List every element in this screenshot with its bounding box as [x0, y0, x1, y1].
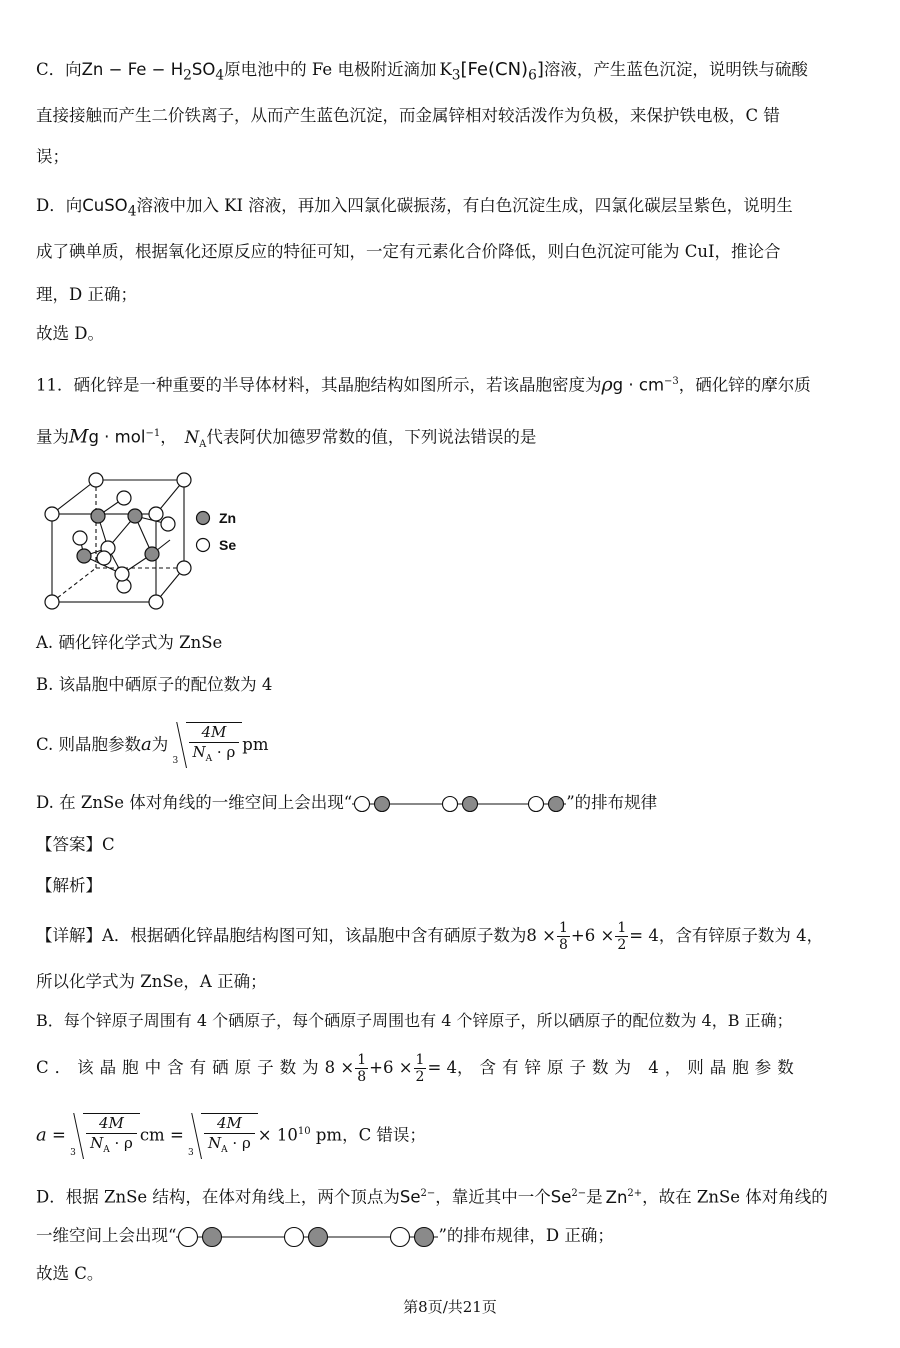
- q11-option-b: B. 该晶胞中硒原子的配位数为 4: [36, 675, 273, 694]
- optC-prev-line3: 误；: [36, 147, 69, 166]
- zn-atom: [145, 547, 159, 561]
- se-atom: [45, 595, 59, 609]
- optD-prev-line3: 理，D 正确；: [36, 285, 137, 304]
- legend-zn-label: Zn: [219, 510, 237, 526]
- se-atom: [97, 551, 111, 565]
- optC-prev-line1: C．向$Zn - Fe - H_2SO_4$原电池中的 Fe 电极附近滴加 $K_3[Fe(CN)_6]$溶液，产生蓝色沉淀，说明铁与硫酸: [36, 59, 808, 84]
- detail-line5: a = 3 $\frac{4M}{N_A \cdot \rho}$ cm = 3 $\frac{4M}{N_A \cdot \rho}$ × $10^{10}$ pm，C 错误；: [36, 1113, 426, 1158]
- q11-option-c: C. 则晶胞参数a为 3 $\frac{4M}{N_A \cdot \rho}$ pm: [36, 722, 268, 769]
- legend-se-label: Se: [219, 537, 237, 553]
- detail-line2: 所以化学式为 ZnSe，A 正确；: [36, 972, 267, 991]
- se-atom: [177, 561, 191, 575]
- detail-line4: C．该晶胞中含有硒原子数为8 × $\frac{1}{8}$ +6 × $\frac{1}{2}$ = 4，含有锌原子数为 4，则晶胞参数: [36, 1052, 800, 1085]
- se-atom: [177, 473, 191, 487]
- answer-label: 【答案】C: [36, 835, 115, 854]
- legend-zn-marker: [197, 512, 210, 525]
- detail-line6: D．根据 ZnSe 结构，在体对角线上，两个顶点为$Se^{2-}$，靠近其中一个$Se^{2-}$是 $Zn^{2+}$，故在 ZnSe 体对角线的: [36, 1187, 828, 1207]
- optC-prev-line2: 直接接触而产生二价铁离子，从而产生蓝色沉淀，而金属锌相对较活泼作为负极，来保护铁电极，C 错: [36, 106, 780, 125]
- zn-atom: [91, 509, 105, 523]
- zn-atom: [77, 549, 91, 563]
- q11-stem-line2: 量为Mg · mol$^{-1}$， $N_A$代表阿伏加德罗常数的值，下列说法错误的是: [36, 425, 537, 450]
- optD-prev-line1: D．向CuSO$_4$溶液中加入 KI 溶液，再加入四氯化碳振荡，有白色沉淀生成，四氯化碳层呈紫色，说明生: [36, 196, 793, 220]
- se-atom: [161, 517, 175, 531]
- page-footer: 第8页/共21页: [403, 1298, 497, 1316]
- optD-prev-line4: 故选 D。: [36, 324, 104, 343]
- se-atom: [149, 595, 163, 609]
- q11-option-d: D. 在 ZnSe 体对角线的一维空间上会出现“ ”的排布规律: [36, 791, 657, 815]
- crystal-cell-figure: [36, 468, 266, 616]
- se-atom: [45, 507, 59, 521]
- se-atom: [73, 531, 87, 545]
- detail-line1: 【详解】A．根据硒化锌晶胞结构图可知，该晶胞中含有硒原子数为8 × $\frac{1}{8}$ +6 × $\frac{1}{2}$ = 4，含有锌原子数为 4，: [36, 920, 824, 953]
- optD-prev-line2: 成了碘单质，根据氧化还原反应的特征可知，一定有元素化合价降低，则白色沉淀可能为 CuI，推论合: [36, 242, 781, 261]
- se-atom: [117, 491, 131, 505]
- analysis-label: 【解析】: [36, 876, 102, 895]
- q11-option-a: A. 硒化锌化学式为 ZnSe: [36, 633, 223, 652]
- se-atom: [115, 567, 129, 581]
- detail-line7: 一维空间上会出现“ ”的排布规律，D 正确；: [36, 1224, 614, 1249]
- zn-atom: [128, 509, 142, 523]
- detail-line3: B．每个锌原子周围有 4 个硒原子，每个硒原子周围也有 4 个锌原子，所以硒原子的配位数为 4，B 正确；: [36, 1011, 793, 1030]
- detail-line8: 故选 C。: [36, 1264, 104, 1283]
- se-atom: [149, 507, 163, 521]
- q11-stem-line1: 11．硒化锌是一种重要的半导体材料，其晶胞结构如图所示，若该晶胞密度为$\rho g \cdot cm^{-3}$，硒化锌的摩尔质: [36, 373, 811, 396]
- diagonal-arrangement-icon: [352, 793, 566, 815]
- se-atom: [89, 473, 103, 487]
- legend-se-marker: [197, 539, 210, 552]
- diagonal-arrangement-icon: [176, 1225, 438, 1249]
